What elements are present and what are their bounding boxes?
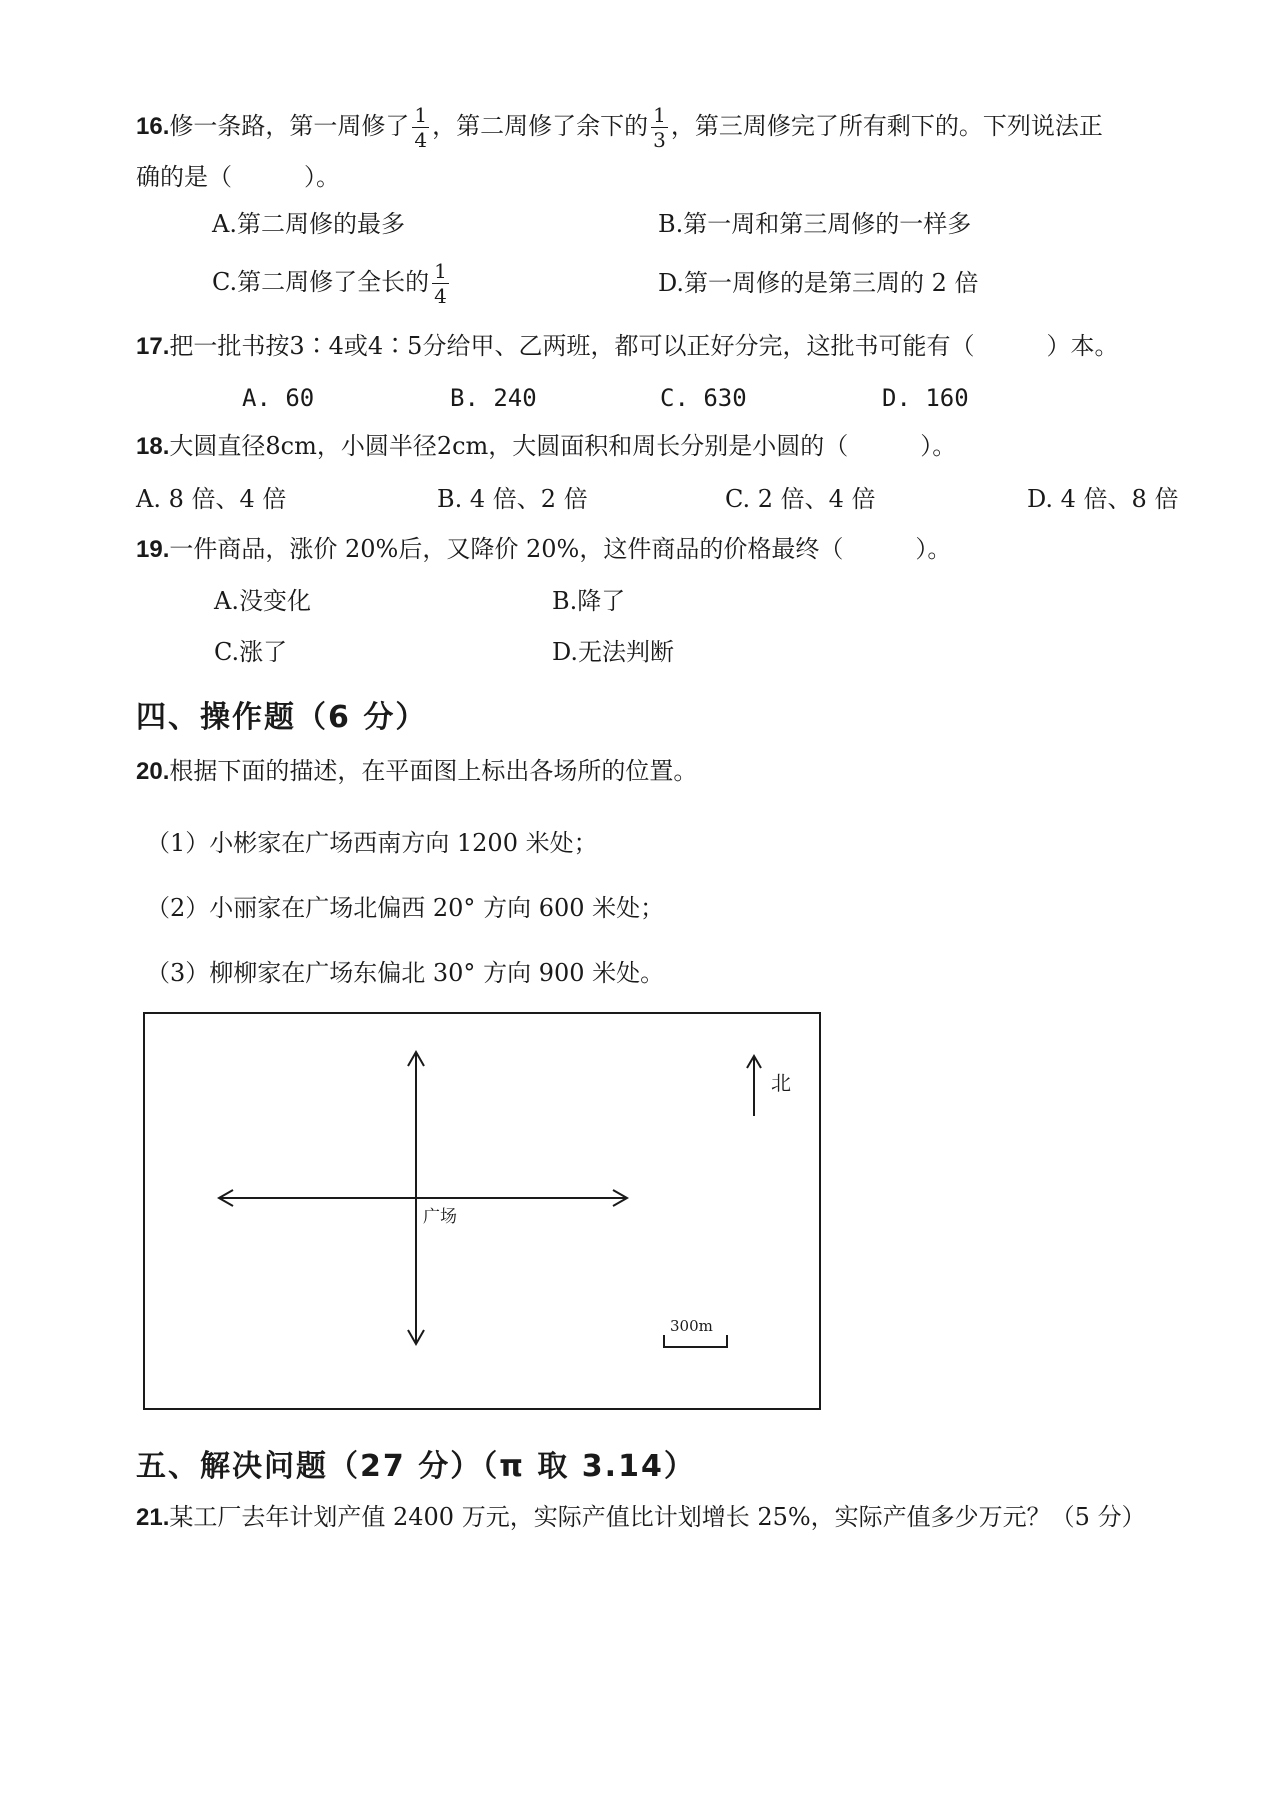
q18-text: 大圆直径8cm，小圆半径2cm，大圆面积和周长分别是小圆的（ ）。 — [169, 432, 957, 460]
q18-number: 18. — [136, 433, 170, 460]
q18-option-a: A. 8 倍、4 倍 — [136, 485, 287, 513]
q16-option-d: D.第一周修的是第三周的 2 倍 — [658, 269, 979, 297]
q17-option-c: C. 630 — [660, 384, 747, 412]
q20-item-1: （1）小彬家在广场西南方向 1200 米处； — [146, 829, 598, 857]
section-five-heading: 五、解决问题（27 分）（π 取 3.14） — [136, 1449, 696, 1484]
q16-option-c-text: C.第二周修了全长的 — [212, 268, 430, 296]
plan-map[interactable] — [143, 1012, 823, 1412]
q17-option-d: D. 160 — [882, 384, 969, 412]
q20-item-2: （2）小丽家在广场北偏西 20° 方向 600 米处； — [146, 894, 665, 922]
q21-text: 某工厂去年计划产值 2400 万元，实际产值比计划增长 25%，实际产值多少万元？（5 分） — [169, 1503, 1146, 1531]
q20-number: 20. — [136, 758, 170, 785]
scale-label: 300m — [670, 1317, 713, 1335]
q19-option-a: A.没变化 — [214, 587, 311, 615]
q16-text-b: ，第二周修了余下的 — [432, 112, 649, 140]
q17-text: 把一批书按3∶4或4∶5分给甲、乙两班，都可以正好分完，这批书可能有（ ）本。 — [169, 332, 1119, 360]
q16-text-c: ，第三周修完了所有剩下的。下列说法正 — [670, 112, 1103, 140]
fraction-one-third: $\frac{1}{3}$ — [653, 103, 666, 152]
q19-line — [136, 533, 951, 566]
q17-option-a: A. 60 — [242, 384, 315, 412]
q19-text: 一件商品，涨价 20%后，又降价 20%，这件商品的价格最终（ ）。 — [169, 535, 952, 563]
q19-option-c: C.涨了 — [214, 638, 288, 666]
q18-line — [136, 430, 956, 463]
plaza-label: 广场 — [423, 1207, 457, 1227]
fraction-one-quarter-c: $\frac{1}{4}$ — [434, 259, 447, 308]
q19-option-d: D.无法判断 — [552, 638, 675, 666]
q18-option-b: B. 4 倍、2 倍 — [437, 485, 588, 513]
q16-line2: 确的是（ ）。 — [136, 163, 340, 191]
q16-number: 16. — [136, 113, 170, 140]
map-border — [144, 1013, 820, 1409]
q16-text-a: 修一条路，第一周修了 — [169, 112, 410, 140]
q16-option-a: A.第二周修的最多 — [212, 210, 405, 238]
q20-line — [136, 755, 697, 788]
q17-number: 17. — [136, 333, 170, 360]
north-label: 北 — [771, 1071, 791, 1095]
q17-line — [136, 330, 1118, 363]
fraction-one-quarter: $\frac{1}{4}$ — [414, 103, 428, 152]
q18-option-d: D. 4 倍、8 倍 — [1027, 485, 1179, 513]
q19-number: 19. — [136, 536, 170, 563]
q16-line1 — [136, 96, 1103, 157]
q20-text: 根据下面的描述，在平面图上标出各场所的位置。 — [169, 757, 698, 785]
q20-item-3: （3）柳柳家在广场东偏北 30° 方向 900 米处。 — [146, 959, 665, 987]
q17-option-b: B. 240 — [450, 384, 537, 412]
q21-line — [136, 1501, 1146, 1534]
section-four-heading: 四、操作题（6 分） — [136, 700, 428, 735]
q19-option-b: B.降了 — [552, 587, 626, 615]
q18-option-c: C. 2 倍、4 倍 — [725, 485, 876, 513]
q16-option-b: B.第一周和第三周修的一样多 — [658, 210, 972, 238]
q21-number: 21. — [136, 1504, 170, 1531]
q16-option-c — [212, 252, 452, 312]
